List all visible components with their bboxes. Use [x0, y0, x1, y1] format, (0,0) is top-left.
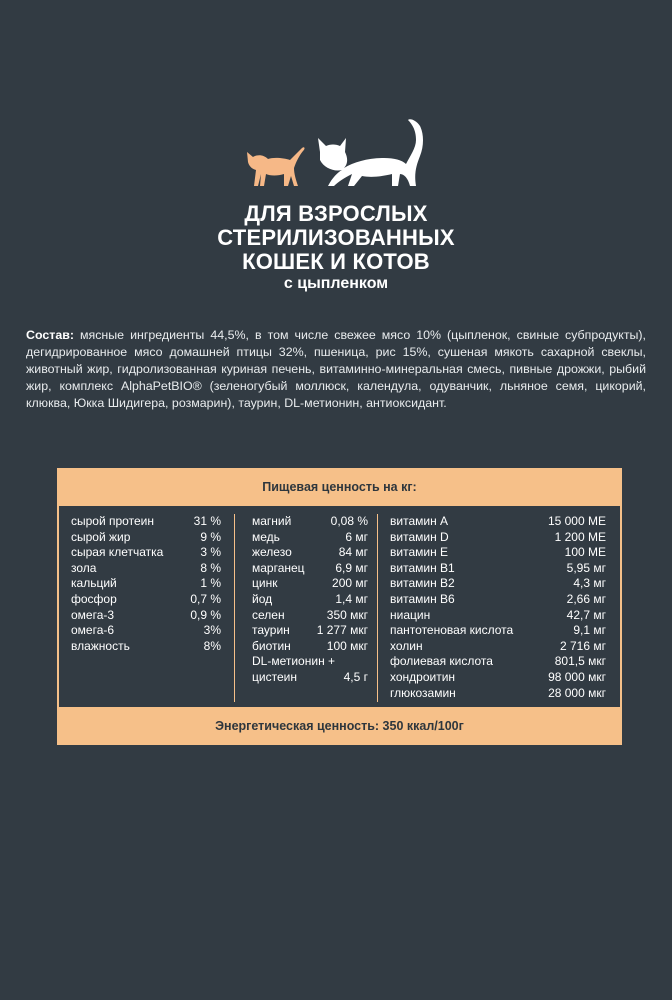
nutrient-value: 31 % — [193, 514, 221, 528]
nutrient-name: сырая клетчатка — [71, 545, 164, 560]
nutrient-value: 2 716 мг — [560, 638, 606, 653]
product-title — [0, 202, 672, 274]
nutrient-name: кальций — [71, 576, 117, 591]
nutrient-row — [390, 654, 606, 670]
nutrient-row — [390, 592, 606, 608]
nutrient-name: фолиевая кислота — [390, 654, 493, 669]
nutrient-name: селен — [252, 607, 285, 622]
nutrient-value: 3 % — [200, 545, 221, 560]
nutrient-row — [390, 576, 606, 592]
nutrient-name: биотин — [252, 638, 291, 653]
nutrient-name: витамин Е — [390, 545, 449, 560]
nutrient-value: 100 мкг — [326, 638, 368, 653]
nutrient-value: 0,7 % — [190, 591, 221, 606]
nutrient-value: 5,95 мг — [566, 560, 606, 575]
nutrient-name: зола — [71, 560, 97, 575]
nutrient-value: 8 % — [200, 560, 221, 575]
nutrient-value: 801,5 мкг — [554, 654, 606, 669]
nutrient-value: 6 мг — [345, 529, 368, 544]
product-subtitle: с цыпленком — [283, 275, 389, 292]
nutrient-row — [390, 639, 606, 655]
nutrition-column-1 — [71, 514, 221, 654]
nutrient-name: DL-метионин + — [252, 654, 336, 669]
nutrient-row — [390, 561, 606, 577]
composition-text — [26, 327, 646, 412]
nutrient-name: цинк — [252, 576, 278, 591]
nutrient-value: 1,4 мг — [335, 591, 368, 606]
nutrient-value: 3% — [203, 623, 221, 638]
title-line: КОШЕК И КОТОВ — [242, 249, 430, 274]
nutrient-value: 8% — [203, 638, 221, 653]
nutrient-value: 200 мг — [332, 576, 368, 591]
nutrient-value: 9 % — [200, 529, 221, 544]
nutrient-value: 1 % — [200, 576, 221, 591]
nutrient-value: 15 000 МЕ — [547, 514, 606, 528]
nutrient-row — [71, 530, 221, 546]
nutrient-row — [390, 530, 606, 546]
nutrient-name: таурин — [252, 623, 290, 638]
nutrient-row — [71, 623, 221, 639]
nutrition-column-3 — [390, 514, 606, 701]
nutrient-value: 84 мг — [338, 545, 368, 560]
nutrient-value: 0,9 % — [190, 607, 221, 622]
nutrient-name: омега-3 — [71, 607, 115, 622]
nutrient-row — [252, 576, 368, 592]
nutrient-row — [252, 639, 368, 655]
nutrient-name: холин — [390, 638, 423, 653]
nutrient-name: витамин В1 — [390, 560, 455, 575]
cat-and-kitten-icon — [244, 112, 430, 194]
nutrient-name: ниацин — [390, 607, 431, 622]
nutrient-name: йод — [252, 591, 273, 606]
nutrient-name: хондроитин — [390, 669, 456, 684]
nutrient-row — [390, 545, 606, 561]
nutrient-row — [252, 654, 368, 670]
nutrition-panel — [57, 468, 622, 745]
nutrient-name: витамин А — [390, 514, 449, 528]
nutrient-row — [390, 686, 606, 702]
nutrient-row — [71, 545, 221, 561]
title-line: СТЕРИЛИЗОВАННЫХ — [217, 225, 455, 250]
nutrient-name: глюкозамин — [390, 685, 456, 700]
nutrient-row — [390, 623, 606, 639]
nutrient-name: цистеин — [252, 669, 297, 684]
composition-label: Состав: — [26, 328, 74, 342]
nutrient-value: 100 МЕ — [564, 545, 606, 560]
nutrient-row — [252, 530, 368, 546]
nutrient-row — [252, 561, 368, 577]
nutrient-name: витамин В2 — [390, 576, 455, 591]
nutrient-value: 4,5 г — [343, 669, 368, 684]
nutrient-value: 28 000 мкг — [548, 685, 606, 700]
nutrient-value: 42,7 мг — [566, 607, 606, 622]
nutrient-row — [71, 592, 221, 608]
nutrient-value: 9,1 мг — [573, 623, 606, 638]
nutrient-row — [71, 639, 221, 655]
nutrient-row — [390, 670, 606, 686]
nutrient-value: 350 мкг — [326, 607, 368, 622]
title-line: ДЛЯ ВЗРОСЛЫХ — [244, 201, 428, 226]
nutrient-row — [71, 608, 221, 624]
nutrient-row — [390, 608, 606, 624]
nutrient-value: 2,66 мг — [566, 591, 606, 606]
composition-body: мясные ингредиенты 44,5%, в том числе свежее мясо 10% (цыпленок, свиные субпродукты), дегидрированное мясо домашней птицы 32%, пшеница, рис 15%, сушеная мякоть сахарной свеклы, животный жир, гидролизованная куриная печень, витаминно-минеральная смесь, пивные дрожжи, рыбий жир, комплекс AlphaPetBIO® (зеленогубый моллюск, календула, одуванчик, льняное семя, цикорий, клюква, Юкка Шидигера, розмарин), таурин, DL-метионин, антиоксидант. — [26, 328, 646, 410]
nutrition-table — [59, 506, 620, 707]
nutrient-value: 1 200 МЕ — [554, 529, 606, 544]
nutrient-value: 6,9 мг — [335, 560, 368, 575]
nutrient-name: пантотеновая кислота — [390, 623, 514, 638]
nutrient-name: витамин D — [390, 529, 449, 544]
nutrient-row — [252, 670, 368, 686]
nutrition-header: Пищевая ценность на кг: — [262, 480, 417, 494]
nutrient-value: 98 000 мкг — [548, 669, 606, 684]
nutrient-row — [252, 608, 368, 624]
column-divider — [377, 514, 378, 702]
nutrient-name: витамин В6 — [390, 591, 455, 606]
nutrient-row — [71, 514, 221, 530]
energy-value: Энергетическая ценность: 350 ккал/100г — [215, 719, 464, 733]
nutrient-row — [71, 561, 221, 577]
nutrient-name: сырой жир — [71, 529, 131, 544]
nutrient-name: влажность — [71, 638, 130, 653]
nutrition-column-2 — [252, 514, 368, 686]
nutrient-row — [390, 514, 606, 530]
nutrient-name: сырой протеин — [71, 514, 154, 528]
nutrient-value: 1 277 мкг — [316, 623, 368, 638]
nutrient-row — [252, 623, 368, 639]
nutrient-name: омега-6 — [71, 623, 115, 638]
nutrient-value: 4,3 мг — [573, 576, 606, 591]
nutrient-name: медь — [252, 529, 280, 544]
nutrient-name: фосфор — [71, 591, 117, 606]
nutrient-name: марганец — [252, 560, 305, 575]
nutrient-row — [252, 592, 368, 608]
nutrient-name: магний — [252, 514, 292, 528]
column-divider — [234, 514, 235, 702]
nutrient-row — [252, 545, 368, 561]
nutrient-row — [71, 576, 221, 592]
nutrient-value: 0,08 % — [330, 514, 368, 528]
nutrient-name: железо — [252, 545, 292, 560]
nutrient-row — [252, 514, 368, 530]
